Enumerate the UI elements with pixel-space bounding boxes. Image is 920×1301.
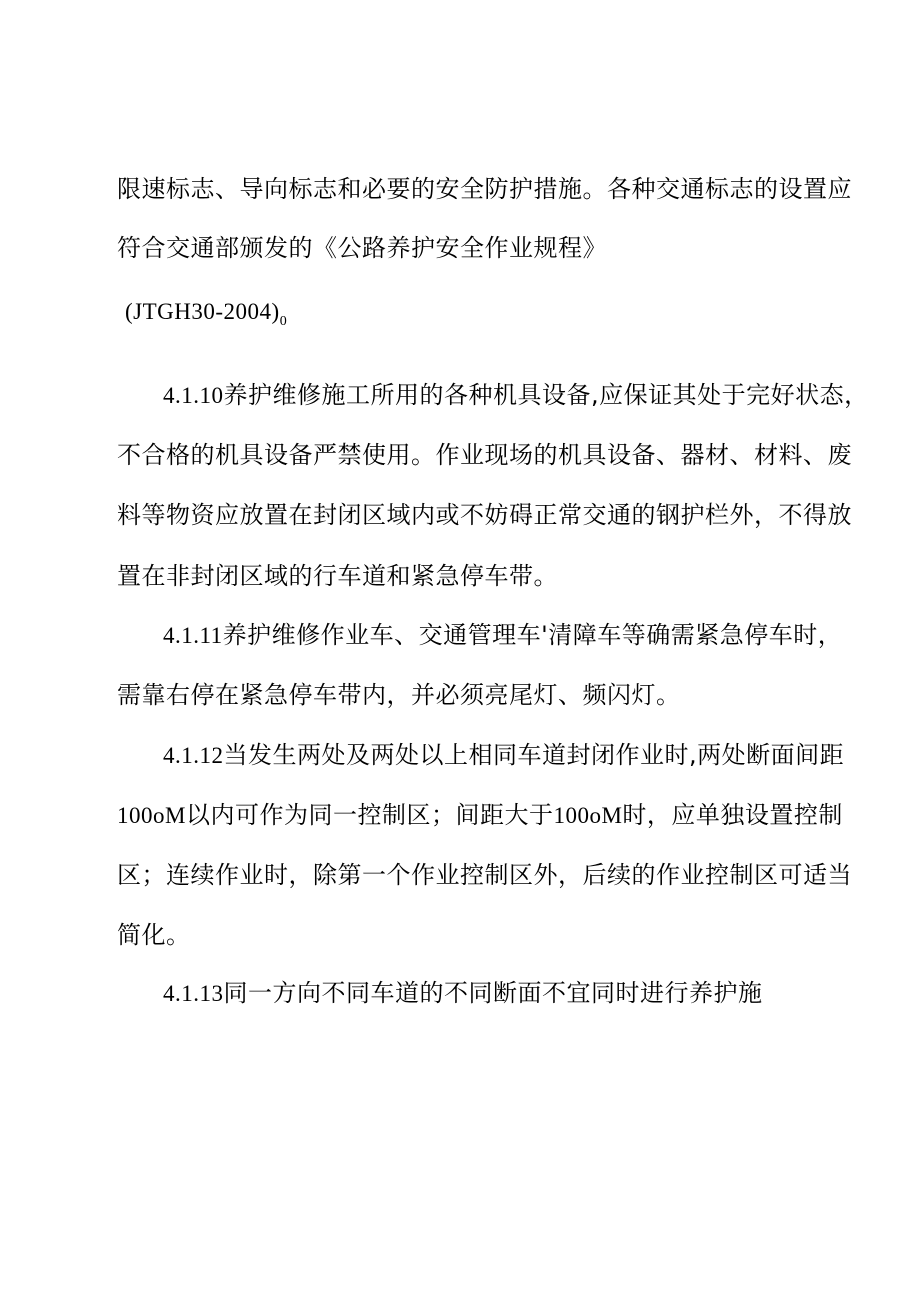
distance-value: 100oM bbox=[553, 803, 623, 828]
p5-line-1 bbox=[163, 978, 763, 1009]
p1-line-1: 限速标志、导向标志和必要的安全防护措施。各种交通标志的设置应 bbox=[117, 175, 852, 203]
p4-line-1 bbox=[163, 740, 844, 771]
clause-number: 4.1.11 bbox=[163, 623, 223, 648]
p4-line-2 bbox=[117, 800, 843, 831]
distance-value: 100oM bbox=[117, 803, 186, 828]
standard-code-subscript: 0 bbox=[279, 314, 288, 329]
p2-line-1-text: 养护维修施工所用的各种机具设备,应保证其处于完好状态， bbox=[223, 381, 869, 409]
p3-line-2: 需靠右停在紧急停车带内，并必须亮尾灯、频闪灯。 bbox=[117, 681, 681, 709]
clause-number: 4.1.12 bbox=[163, 743, 224, 768]
p2-line-3: 料等物资应放置在封闭区域内或不妨碍正常交通的钢护栏外，不得放 bbox=[117, 501, 852, 529]
p4-line-2-text-a: 以内可作为同一控制区；间距大于 bbox=[185, 801, 554, 829]
p4-line-3: 区；连续作业时，除第一个作业控制区外，后续的作业控制区可适当 bbox=[117, 861, 852, 889]
p1-line-3 bbox=[125, 296, 287, 331]
p5-line-1-text: 同一方向不同车道的不同断面不宜同时进行养护施 bbox=[223, 979, 763, 1007]
p2-line-4: 置在非封闭区域的行车道和紧急停车带。 bbox=[117, 562, 558, 590]
standard-code: (JTGH30-2004) bbox=[125, 299, 280, 324]
p4-line-1-text: 当发生两处及两处以上相同车道封闭作业时,两处断面间距 bbox=[223, 741, 845, 769]
p4-line-4: 简化。 bbox=[117, 921, 191, 949]
clause-number: 4.1.10 bbox=[163, 383, 224, 408]
p2-line-2: 不合格的机具设备严禁使用。作业现场的机具设备、器材、材料、废 bbox=[117, 441, 852, 469]
clause-number: 4.1.13 bbox=[163, 981, 224, 1006]
p3-line-1-text: 养护维修作业车、交通管理车'清障车等确需紧急停车时， bbox=[222, 621, 843, 649]
p3-line-1 bbox=[163, 620, 842, 651]
p2-line-1 bbox=[163, 380, 869, 411]
p1-line-2: 符合交通部颁发的《公路养护安全作业规程》 bbox=[117, 234, 607, 262]
p4-line-2-text-b: 时，应单独设置控制 bbox=[622, 801, 843, 829]
